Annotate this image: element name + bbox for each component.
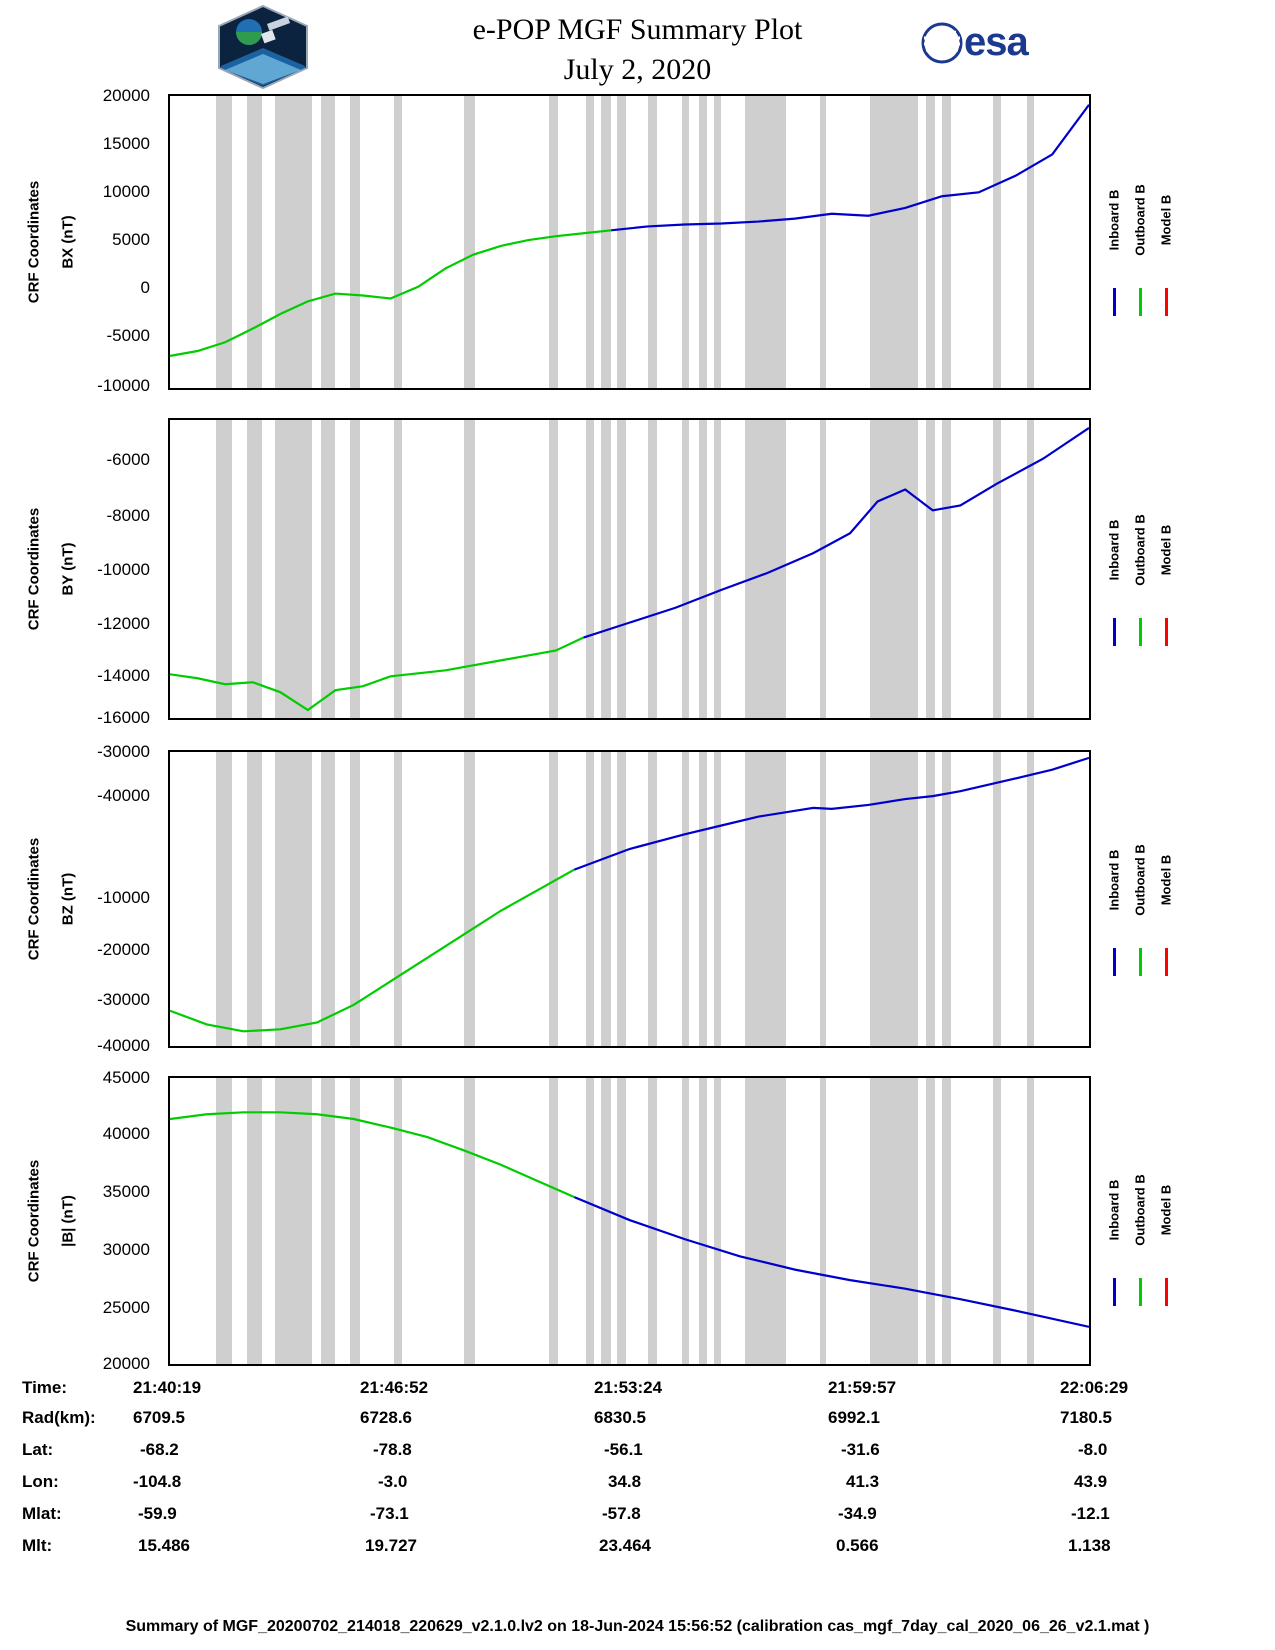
cell-mlat-3: -57.8 [602,1504,641,1523]
title-line-2: July 2, 2020 [563,53,712,86]
row-label-lat: Lat: [22,1440,54,1459]
ylabel-bmag: CRF Coordinates [25,1159,43,1283]
ylabel-bz-units: BZ (nT) [59,872,77,926]
yticks-bx: 20000 15000 10000 5000 0 -5000 -10000 [97,86,150,395]
yticks-bmag: 45000 40000 35000 30000 25000 20000 [102,1068,150,1373]
cassiope-mission-patch-icon [215,4,311,90]
esa-logo [920,18,1050,68]
cell-mlat-5: -12.1 [1071,1504,1110,1523]
legend-bz: Inboard B Outboard B Model B [1098,820,1176,982]
legend-key-outboard [1139,948,1142,976]
trace-by [170,420,1089,718]
esa-swirl-icon [920,22,964,64]
cell-rad-4: 6992.1 [828,1408,880,1427]
cell-lon-1: -104.8 [133,1472,182,1491]
cell-lon-4: 41.3 [846,1472,880,1491]
plot-area-bx [170,96,1089,388]
legend-key-inboard [1113,618,1116,646]
row-label-lon: Lon: [22,1472,59,1491]
footer-caption: Summary of MGF_20200702_214018_220629_v2.1.0.lv2 on 18-Jun-2024 15:56:52 (calibration cas_mgf_7day_cal_2020_06_26_v2.1.mat ) [125,1618,1150,1635]
legend-key-model [1165,288,1168,316]
cell-mlt-1: 15.486 [138,1536,190,1555]
cell-mlt-3: 23.464 [599,1536,651,1555]
cell-mlat-1: -59.9 [138,1504,177,1523]
cell-lon-2: -3.0 [378,1472,408,1491]
cell-time-2: 21:46:52 [360,1378,429,1397]
cell-lat-5: -8.0 [1078,1440,1108,1459]
trace-bz [170,752,1089,1046]
cell-time-1: 21:40:19 [133,1378,202,1397]
title-line-1: e-POP MGF Summary Plot [472,13,803,46]
plot-panel-bx[interactable] [168,94,1091,390]
trace-bmag [170,1078,1089,1364]
plot-panel-bmag[interactable] [168,1076,1091,1366]
cell-mlt-4: 0.566 [836,1536,879,1555]
legend-key-inboard [1113,1278,1116,1306]
cell-time-5: 22:06:29 [1060,1378,1129,1397]
legend-key-inboard [1113,948,1116,976]
legend-key-model [1165,948,1168,976]
row-label-time: Time: [22,1378,68,1397]
legend-key-inboard [1113,288,1116,316]
yticks-by: -6000 -8000 -10000 -12000 -14000 -16000 [97,450,150,727]
legend-by: Inboard B Outboard B Model B [1098,490,1176,652]
row-label-mlat: Mlat: [22,1504,62,1523]
plot-area-bmag [170,1078,1089,1364]
ylabel-bx-units: BX (nT) [59,215,77,269]
esa-wordmark: esa [964,20,1028,64]
plot-panel-bz[interactable] [168,750,1091,1048]
plot-area-by [170,420,1089,718]
plot-area-bz [170,752,1089,1046]
ylabel-by-units: BY (nT) [59,542,77,596]
legend-bmag: Inboard B Outboard B Model B [1098,1150,1176,1312]
row-label-rad: Rad(km): [22,1408,96,1427]
cell-lat-1: -68.2 [140,1440,179,1459]
legend-bx: Inboard B Outboard B Model B [1098,160,1176,322]
trace-bx [170,96,1089,388]
legend-key-outboard [1139,618,1142,646]
ylabel-by: CRF Coordinates [25,507,43,631]
header [0,0,1275,92]
cell-lat-3: -56.1 [604,1440,643,1459]
legend-key-model [1165,1278,1168,1306]
cell-lon-3: 34.8 [608,1472,642,1491]
cell-rad-2: 6728.6 [360,1408,412,1427]
legend-key-outboard [1139,288,1142,316]
ylabel-bx: CRF Coordinates [25,180,43,304]
ylabel-bmag-units: |B| (nT) [59,1195,77,1247]
yticks-bz: -30000 -40000 -10000 -20000 -30000 -40000 [97,742,150,1055]
page-title [0,10,1275,90]
cell-lat-2: -78.8 [373,1440,412,1459]
row-label-mlt: Mlt: [22,1536,53,1555]
cell-lon-5: 43.9 [1074,1472,1108,1491]
cell-mlat-4: -34.9 [838,1504,877,1523]
cell-mlat-2: -73.1 [370,1504,409,1523]
cell-time-4: 21:59:57 [828,1378,897,1397]
cell-rad-5: 7180.5 [1060,1408,1112,1427]
ylabel-bz: CRF Coordinates [25,837,43,961]
legend-key-model [1165,618,1168,646]
cell-rad-1: 6709.5 [133,1408,185,1427]
cell-rad-3: 6830.5 [594,1408,646,1427]
plot-panel-by[interactable] [168,418,1091,720]
cell-time-3: 21:53:24 [594,1378,663,1397]
legend-key-outboard [1139,1278,1142,1306]
cell-mlt-2: 19.727 [365,1536,417,1555]
cell-mlt-5: 1.138 [1068,1536,1111,1555]
cell-lat-4: -31.6 [841,1440,880,1459]
